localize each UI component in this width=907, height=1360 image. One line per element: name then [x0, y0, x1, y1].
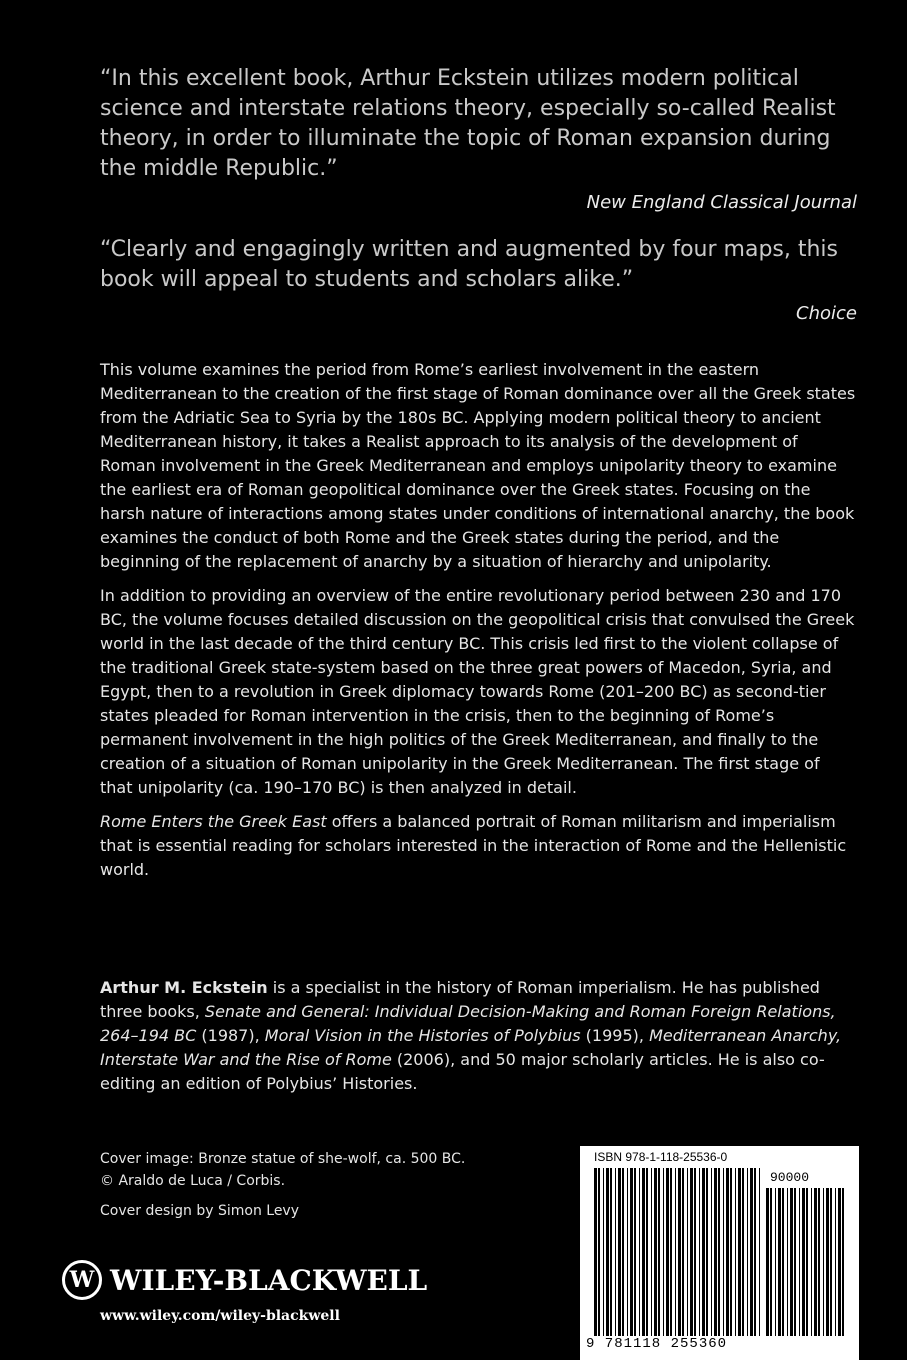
- barcode-addon-bars-icon: [766, 1188, 846, 1336]
- description-paragraph-2: In addition to providing an overview of the entire revolutionary period between 230 and 170 BC, the volume focuses detailed discussion on the geopolitical crisis that convulsed the Greek world in the last decade of the third century BC. This crisis led first to the violent collapse of the traditional Greek state-system based on the three great powers of Macedon, Syria, and Egypt, then to a revolution in Greek diplomacy towards Rome (201–200 BC) as second-tier states pleaded for Roman intervention in the crisis, then to the beginning of Rome’s permanent involvement in the high politics of the Greek Mediterranean, and finally to the creation of a situation of Roman unipolarity in the Greek Mediterranean. The first stage of that unipolarity (ca. 190–170 BC) is then analyzed in detail.: [100, 586, 855, 797]
- author-bio-text-4: (2006), and 50 major scholarly articles. He is also co-editing an edition of Polybius’ Histories.: [100, 1050, 825, 1093]
- description-paragraph-3-text: offers a balanced portrait of Roman militarism and imperialism that is essential reading for scholars interested in the interaction of Rome and the Hellenistic world.: [100, 812, 847, 879]
- publisher-name: WILEY-BLACKWELL: [110, 1263, 428, 1297]
- author-bio-text-3: (1995),: [580, 1026, 650, 1045]
- barcode: [580, 1146, 859, 1360]
- publisher-logo: [62, 1260, 427, 1300]
- isbn-label: ISBN 978-1-118-25536-0: [594, 1150, 728, 1164]
- cover-image-credit-1: Cover image: Bronze statue of she-wolf, ca. 500 BC.: [100, 1151, 466, 1167]
- cover-credits: [100, 1148, 520, 1222]
- author-book-1: Senate and General: Individual Decision-Making and Roman Foreign Relations, 264–194 BC: [100, 1002, 836, 1045]
- description: [100, 358, 857, 892]
- author-name: Arthur M. Eckstein: [100, 978, 268, 997]
- description-paragraph-3: [100, 810, 857, 882]
- quote-2-source: Choice: [796, 303, 857, 324]
- cover-image-credit-2: © Araldo de Luca / Corbis.: [100, 1173, 286, 1189]
- wiley-logo-icon: W: [62, 1260, 102, 1300]
- description-paragraph-1: This volume examines the period from Rome’s earliest involvement in the eastern Mediterranean to the creation of the first stage of Roman dominance over all the Greek states from the Adriatic Sea to Syria by the 180s BC. Applying modern political theory to ancient Mediterranean history, it takes a Realist approach to its analysis of the development of Roman involvement in the Greek Mediterranean and employs unipolarity theory to examine the earliest era of Roman geopolitical dominance over the Greek states. Focusing on the harsh nature of interactions among states under conditions of international anarchy, the book examines the conduct of both Rome and the Greek states during the period, and the beginning of the replacement of anarchy by a situation of hierarchy and unipolarity.: [100, 360, 856, 571]
- author-book-3: Mediterranean Anarchy, Interstate War and the Rise of Rome: [100, 1026, 842, 1069]
- author-book-2: Moral Vision in the Histories of Polybius: [264, 1026, 581, 1045]
- quote-2: [100, 235, 857, 327]
- book-title: Rome Enters the Greek East: [100, 812, 327, 831]
- cover-design-credit: Cover design by Simon Levy: [100, 1203, 300, 1219]
- author-bio-text-1: is a specialist in the history of Roman imperialism. He has published three books,: [100, 978, 820, 1021]
- barcode-digits: 9 781118 255360: [586, 1336, 728, 1352]
- barcode-addon-digits: 90000: [770, 1170, 810, 1185]
- quote-2-text: “Clearly and engagingly written and augmented by four maps, this book will appeal to students and scholars alike.”: [100, 237, 838, 292]
- author-bio-text-2: (1987),: [196, 1026, 265, 1045]
- publisher-url: www.wiley.com/wiley-blackwell: [100, 1308, 340, 1324]
- author-bio: [100, 976, 857, 1096]
- quote-1: [100, 64, 857, 216]
- quote-1-text: “In this excellent book, Arthur Eckstein utilizes modern political science and interstate relations theory, especially so-called Realist theory, in order to illuminate the topic of Roman expansion during the middle Republic.”: [100, 66, 836, 181]
- barcode-bars-icon: [594, 1168, 762, 1336]
- quote-1-source: New England Classical Journal: [586, 192, 857, 213]
